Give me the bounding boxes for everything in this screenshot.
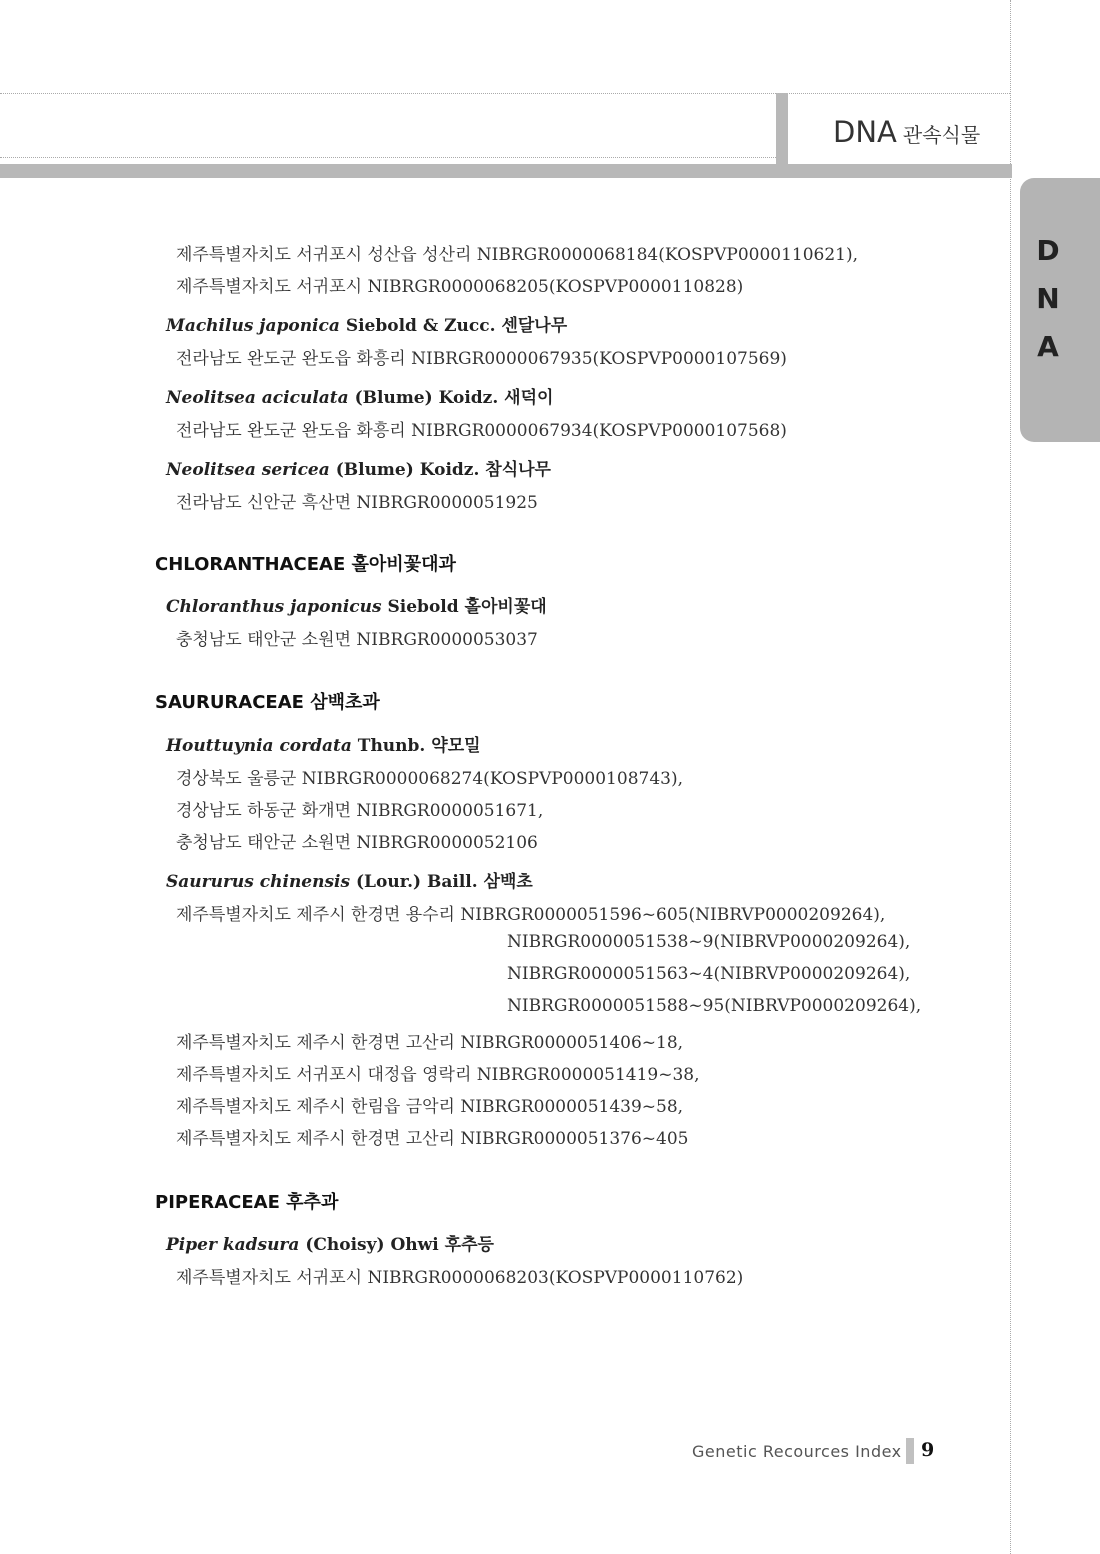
accession-continuation: NIBRGR0000051588~95(NIBRVP0000209264), [507, 996, 922, 1016]
header-accent-block [776, 93, 788, 164]
scientific-name: Piper kadsura [166, 1235, 300, 1255]
species-heading [166, 592, 547, 617]
side-tab-letter: N [1036, 282, 1060, 315]
scientific-name: Neolitsea aciculata [166, 388, 349, 408]
locality-line: 제주특별자치도 서귀포시 NIBRGR0000068203(KOSPVP0000110762) [176, 1268, 744, 1288]
species-heading [166, 867, 533, 892]
korean-name: 새덕이 [504, 388, 554, 408]
scientific-name: Saururus chinensis [166, 872, 351, 892]
author: (Choisy) Ohwi [305, 1235, 439, 1255]
author: Siebold & Zucc. [345, 316, 496, 336]
locality-line: 제주특별자치도 제주시 한경면 고산리 NIBRGR0000051376~405 [176, 1129, 689, 1149]
author: (Lour.) Baill. [356, 872, 478, 892]
locality-line: 제주특별자치도 서귀포시 NIBRGR0000068205(KOSPVP0000110828) [176, 277, 744, 297]
header-gray-bar [0, 164, 1012, 178]
korean-name: 참식나무 [485, 460, 551, 480]
family-heading: SAURURACEAE 삼백초과 [155, 692, 380, 713]
author: Thunb. [357, 736, 426, 756]
right-dotted-rule [1010, 0, 1011, 1554]
species-heading [166, 383, 553, 408]
top-dotted-rule [0, 93, 1010, 94]
species-heading [166, 455, 551, 480]
author: Siebold [387, 597, 459, 617]
scientific-name: Houttuynia cordata [166, 736, 352, 756]
side-tab [1020, 178, 1100, 442]
locality-line: 전라남도 완도군 완도읍 화흥리 NIBRGR0000067935(KOSPVP0000107569) [176, 349, 787, 369]
korean-name: 센달나무 [501, 316, 568, 336]
page-number: 9 [921, 1439, 935, 1461]
korean-name: 후추등 [444, 1235, 494, 1255]
locality-line: 제주특별자치도 제주시 한경면 용수리 NIBRGR0000051596~605(NIBRVP0000209264), [176, 905, 886, 925]
header-subtitle: 관속식물 [902, 123, 981, 147]
footer-title: Genetic Recources Index [692, 1442, 902, 1461]
scientific-name: Machilus japonica [166, 316, 340, 336]
family-heading: PIPERACEAE 후추과 [155, 1192, 339, 1213]
species-heading [166, 1230, 494, 1255]
species-heading [166, 311, 567, 336]
korean-name: 약모밀 [431, 736, 481, 756]
scientific-name: Chloranthus japonicus [166, 597, 382, 617]
locality-line: 제주특별자치도 서귀포시 대정읍 영락리 NIBRGR0000051419~38, [176, 1065, 700, 1085]
locality-line: 제주특별자치도 제주시 한림읍 금악리 NIBRGR0000051439~58, [176, 1097, 684, 1117]
author: (Blume) Koidz. [335, 460, 480, 480]
korean-name: 삼백초 [483, 872, 533, 892]
header-title: DNA [833, 115, 897, 149]
scientific-name: Neolitsea sericea [166, 460, 330, 480]
header-dotted-rule [0, 157, 776, 158]
side-tab-letter: A [1037, 330, 1059, 363]
locality-line: 경상북도 울릉군 NIBRGR0000068274(KOSPVP0000108743), [176, 769, 683, 789]
locality-line: 전라남도 완도군 완도읍 화흥리 NIBRGR0000067934(KOSPVP0000107568) [176, 421, 787, 441]
korean-name: 홀아비꽃대 [464, 597, 547, 617]
locality-line: 전라남도 신안군 흑산면 NIBRGR0000051925 [176, 493, 538, 513]
species-heading [166, 731, 481, 756]
accession-continuation: NIBRGR0000051538~9(NIBRVP0000209264), [507, 932, 911, 952]
locality-line: 경상남도 하동군 화개면 NIBRGR0000051671, [176, 801, 544, 821]
accession-continuation: NIBRGR0000051563~4(NIBRVP0000209264), [507, 964, 911, 984]
footer-accent-bar [906, 1438, 914, 1464]
locality-line: 충청남도 태안군 소원면 NIBRGR0000053037 [176, 630, 538, 650]
family-heading: CHLORANTHACEAE 홀아비꽃대과 [155, 554, 456, 575]
side-tab-letter: D [1036, 234, 1060, 267]
locality-line: 충청남도 태안군 소원면 NIBRGR0000052106 [176, 833, 538, 853]
locality-line: 제주특별자치도 제주시 한경면 고산리 NIBRGR0000051406~18, [176, 1033, 684, 1053]
locality-line: 제주특별자치도 서귀포시 성산읍 성산리 NIBRGR0000068184(KOSPVP0000110621), [176, 245, 859, 265]
author: (Blume) Koidz. [354, 388, 499, 408]
running-header [833, 115, 980, 149]
